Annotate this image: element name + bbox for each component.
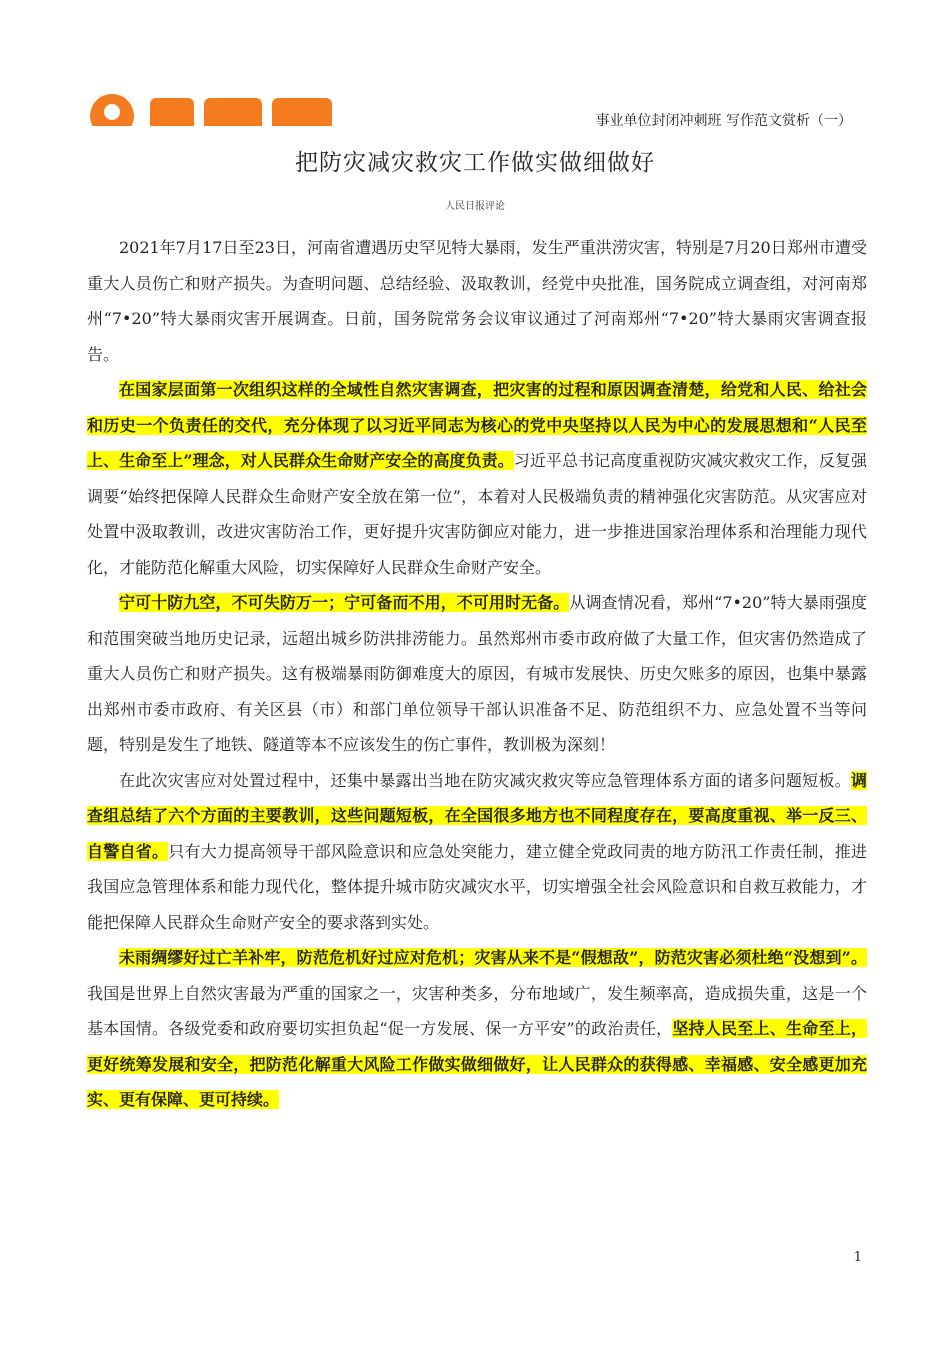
highlighted-segment: 宁可十防九空，不可失防万一；宁可备而不用，不可用时无备。 <box>119 593 570 612</box>
text-segment: 2021年7月17日至23日，河南省遭遇历史罕见特大暴雨，发生严重洪涝灾害，特别是7月20日郑州市遭受重大人员伤亡和财产损失。为查明问题、总结经验、汲取教训，经党中央批准，国务院成立调查组，对河南郑州“7•20”特大暴雨灾害开展调查。日前，国务院常务会议审议通过了河南郑州“7•20”特大暴雨灾害调查报告。 <box>87 238 867 364</box>
article-source: 人民日报评论 <box>445 201 505 212</box>
brand-logo <box>88 92 338 126</box>
text-segment: 只有大力提高领导干部风险意识和应急处突能力，建立健全党政同责的地方防汛工作责任制，推进我国应急管理体系和能力现代化，整体提升城市防灾减灾水平，切实增强全社会风险意识和自救互救能力，才能把保障人民群众生命财产安全的要求落到实处。 <box>87 841 867 932</box>
paragraph-5 <box>87 940 867 1118</box>
page-number: 1 <box>853 1250 862 1265</box>
article-body <box>87 230 867 1118</box>
text-segment: 我国是世界上自然灾害最为严重的国家之一，灾害种类多，分布地域广，发生频率高，造成损失重，这是一个基本国情。各级党委和政府要切实担负起“促一方发展、保一方平安”的政治责任， <box>87 983 867 1038</box>
logo-mark-icon <box>90 94 134 126</box>
paragraph-4 <box>87 763 867 941</box>
paragraph-3 <box>87 585 867 763</box>
article-title: 把防灾减灾救灾工作做实做细做好 <box>295 150 655 176</box>
highlighted-segment: 在国家层面第一次组织这样的全域性自然灾害调查，把灾害的过程和原因调查清楚，给党和人民、给社会和历史一个负责任的交代，充分体现了以习近平同志为核心的党中央坚持以人民为中心的发展思想和“人民至上、生命至上”理念，对人民群众生命财产安全的高度负责。 <box>87 380 867 470</box>
highlighted-segment: 未雨绸缪好过亡羊补牢，防范危机好过应对危机；灾害从来不是“假想敌”，防范灾害必须杜绝“没想到”。 <box>119 948 867 967</box>
paragraph-1 <box>87 230 867 372</box>
text-segment: 在此次灾害应对处置过程中，还集中暴露出当地在防灾减灾救灾等应急管理体系方面的诸多问题短板。 <box>119 770 851 790</box>
paragraph-2 <box>87 372 867 585</box>
text-segment: 习近平总书记高度重视防灾减灾救灾工作，反复强调要“始终把保障人民群众生命财产安全放在第一位”，本着对人民极端负责的精神强化灾害防范。从灾害应对处置中汲取教训，改进灾害防治工作，更好提升灾害防御应对能力，进一步推进国家治理体系和治理能力现代化，才能防范化解重大风险，切实保障好人民群众生命财产安全。 <box>87 451 867 577</box>
highlighted-segment: 坚持人民至上、生命至上，更好统筹发展和安全，把防范化解重大风险工作做实做细做好，让人民群众的获得感、幸福感、安全感更加充实、更有保障、更可持续。 <box>87 1019 867 1109</box>
text-segment: 从调查情况看，郑州“7•20”特大暴雨强度和范围突破当地历史记录，远超出城乡防洪排涝能力。虽然郑州市委市政府做了大量工作，但灾害仍然造成了重大人员伤亡和财产损失。这有极端暴雨防御难度大的原因，有城市发展快、历史欠账多的原因，也集中暴露出郑州市委市政府、有关区县（市）和部门单位领导干部认识准备不足、防范组织不力、应急处置不当等问题，特别是发生了地铁、隧道等本不应该发生的伤亡事件，教训极为深刻！ <box>87 593 867 754</box>
highlighted-segment: 调查组总结了六个方面的主要教训，这些问题短板，在全国很多地方也不同程度存在，要高度重视、举一反三、自警自省。 <box>87 770 867 861</box>
header-course-tag: 事业单位封闭冲刺班 写作范文赏析（一） <box>595 113 852 129</box>
